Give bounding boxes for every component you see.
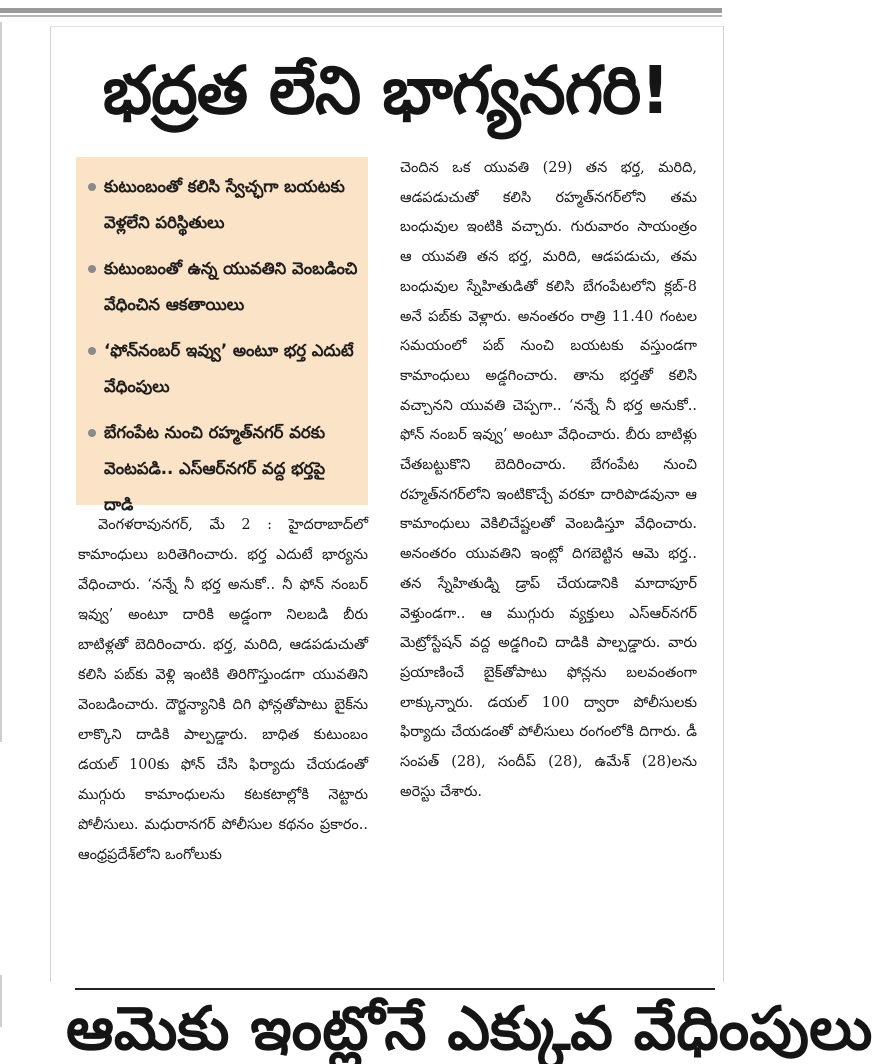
article-body-column-2: చెందిన ఒక యువతి (29) తన భర్త, మరిది, ఆడపడుచుతో కలిసి రహ్మత్‌నగర్‌లోని తమ బంధువుల ఇంటికి వచ్చారు. గురువారం సాయంత్రం ఆ యువతి తన భర్త, మరిది, ఆడపడుచు, తమ బంధువుల స్నేహితుడితో కలిసి బేగంపేటలోని క్లబ్-8 అనే పబ్‌కు వెళ్లారు. అనంతరం రాత్రి 11.40 గంటల సమయంలో పబ్ నుంచి బయటకు వస్తుండగా కామాంధులు అడ్డగించారు. తాను భర్తతో కలిసి వచ్చానని యువతి చెప్పగా.. ‘నన్నే నీ భర్త అనుకో.. ఫోన్ నంబర్ ఇవ్వు’ అంటూ వేధించారు. బీరు బాటిళ్లు చేతబట్టుకొని బెదిరించారు. బేగంపేట నుంచి రహ్మత్‌నగర్‌లోని ఇంటికొచ్చే వరకూ దారిపొడవునా ఆ కామాంధులు వెకిలిచేష్టలతో వెంబడిస్తూ వేధించారు. అనంతరం యువతిని ఇంట్లో దిగబెట్టిన ఆమె భర్త.. తన స్నేహితుడ్ని డ్రాప్ చేయడానికి మాదాపూర్ వెళ్తుండగా.. ఆ ముగ్గురు వ్యక్తులు ఎస్‌ఆర్‌నగర్ మెట్రోస్టేషన్ వద్ద అడ్డగించి దాడికి పాల్పడ్డారు. వారు ప్రయాణించే బైక్‌తోపాటు ఫోన్లను బలవంతంగా లాక్కున్నారు. డయల్ 100 ద్వారా పోలీసులకు ఫిర్యాదు చేయడంతో పోలీసులు రంగంలోకి దిగారు. డీ సంపత్ (28), సందీప్ (28), ఉమేశ్ (28)లను అరెస్టు చేశారు. bbox=[400, 160, 697, 800]
bullet-icon bbox=[88, 183, 96, 191]
article-body-column-1: వెంగళరావునగర్, మే 2 : హైదరాబాద్‌లో కామాంధులు బరితెగించారు. భర్త ఎదుటే భార్యను వేధించారు. ‘నన్నే నీ భర్త అనుకో.. నీ ఫోన్ నంబర్ ఇవ్వు’ అంటూ దారికి అడ్డంగా నిలబడి బీరు బాటిళ్లతో బెదిరించారు. భర్త, మరిది, ఆడపడుచుతో కలిసి పబ్‌కు వెళ్లి ఇంటికి తిరిగొస్తుండగా యువతిని వెంబడించారు. దౌర్జన్యానికి దిగి ఫోన్లతోపాటు బైక్‌ను లాక్కొని దాడికి పాల్పడ్డారు. బాధిత కుటుంబం డయల్ 100కు ఫోన్ చేసి ఫిర్యాదు చేయడంతో ముగ్గురు కామాంధులను కటకటాల్లోకి నెట్టారు పోలీసులు. మధురానగర్ పోలీసుల కథనం ప్రకారం.. ఆంధ్రప్రదేశ్‌లోని ఒంగోలుకు bbox=[78, 517, 368, 863]
highlights-list bbox=[86, 169, 360, 523]
adjacent-column-edge-lower bbox=[0, 975, 2, 1027]
highlight-item bbox=[86, 251, 360, 323]
top-rule-thin bbox=[0, 15, 722, 17]
highlight-item bbox=[86, 169, 360, 241]
highlight-text: బేగంపేట నుంచి రహ్మత్‌నగర్‌ వరకు వెంటపడి.. ఎస్‌ఆర్‌నగర్‌ వద్ద భర్తపై దాడి bbox=[104, 423, 326, 514]
bullet-icon bbox=[88, 347, 96, 355]
highlight-text: కుటుంబంతో కలిసి స్వేచ్ఛగా బయటకు వెళ్లలేని పరిస్థితులు bbox=[104, 177, 345, 232]
highlight-item bbox=[86, 333, 360, 405]
article-headline: భద్రత లేని భాగ్యనగరి! bbox=[102, 52, 670, 129]
section-divider bbox=[75, 988, 715, 990]
highlight-text: ‘ఫోన్‌నంబర్‌ ఇవ్వు’ అంటూ భర్త ఎదుటే వేధింపులు bbox=[104, 341, 354, 396]
bullet-icon bbox=[88, 265, 96, 273]
next-article-headline: ఆమెకు ఇంట్లోనే ఎక్కువ వేధింపులు bbox=[66, 994, 872, 1064]
bullet-icon bbox=[88, 429, 96, 437]
highlights-box bbox=[76, 157, 368, 514]
highlight-text: కుటుంబంతో ఉన్న యువతిని వెంబడించి వేధించిన ఆకతాయిలు bbox=[104, 259, 358, 314]
adjacent-column-edge bbox=[0, 22, 2, 742]
top-rule bbox=[0, 8, 722, 13]
highlight-item bbox=[86, 415, 360, 523]
